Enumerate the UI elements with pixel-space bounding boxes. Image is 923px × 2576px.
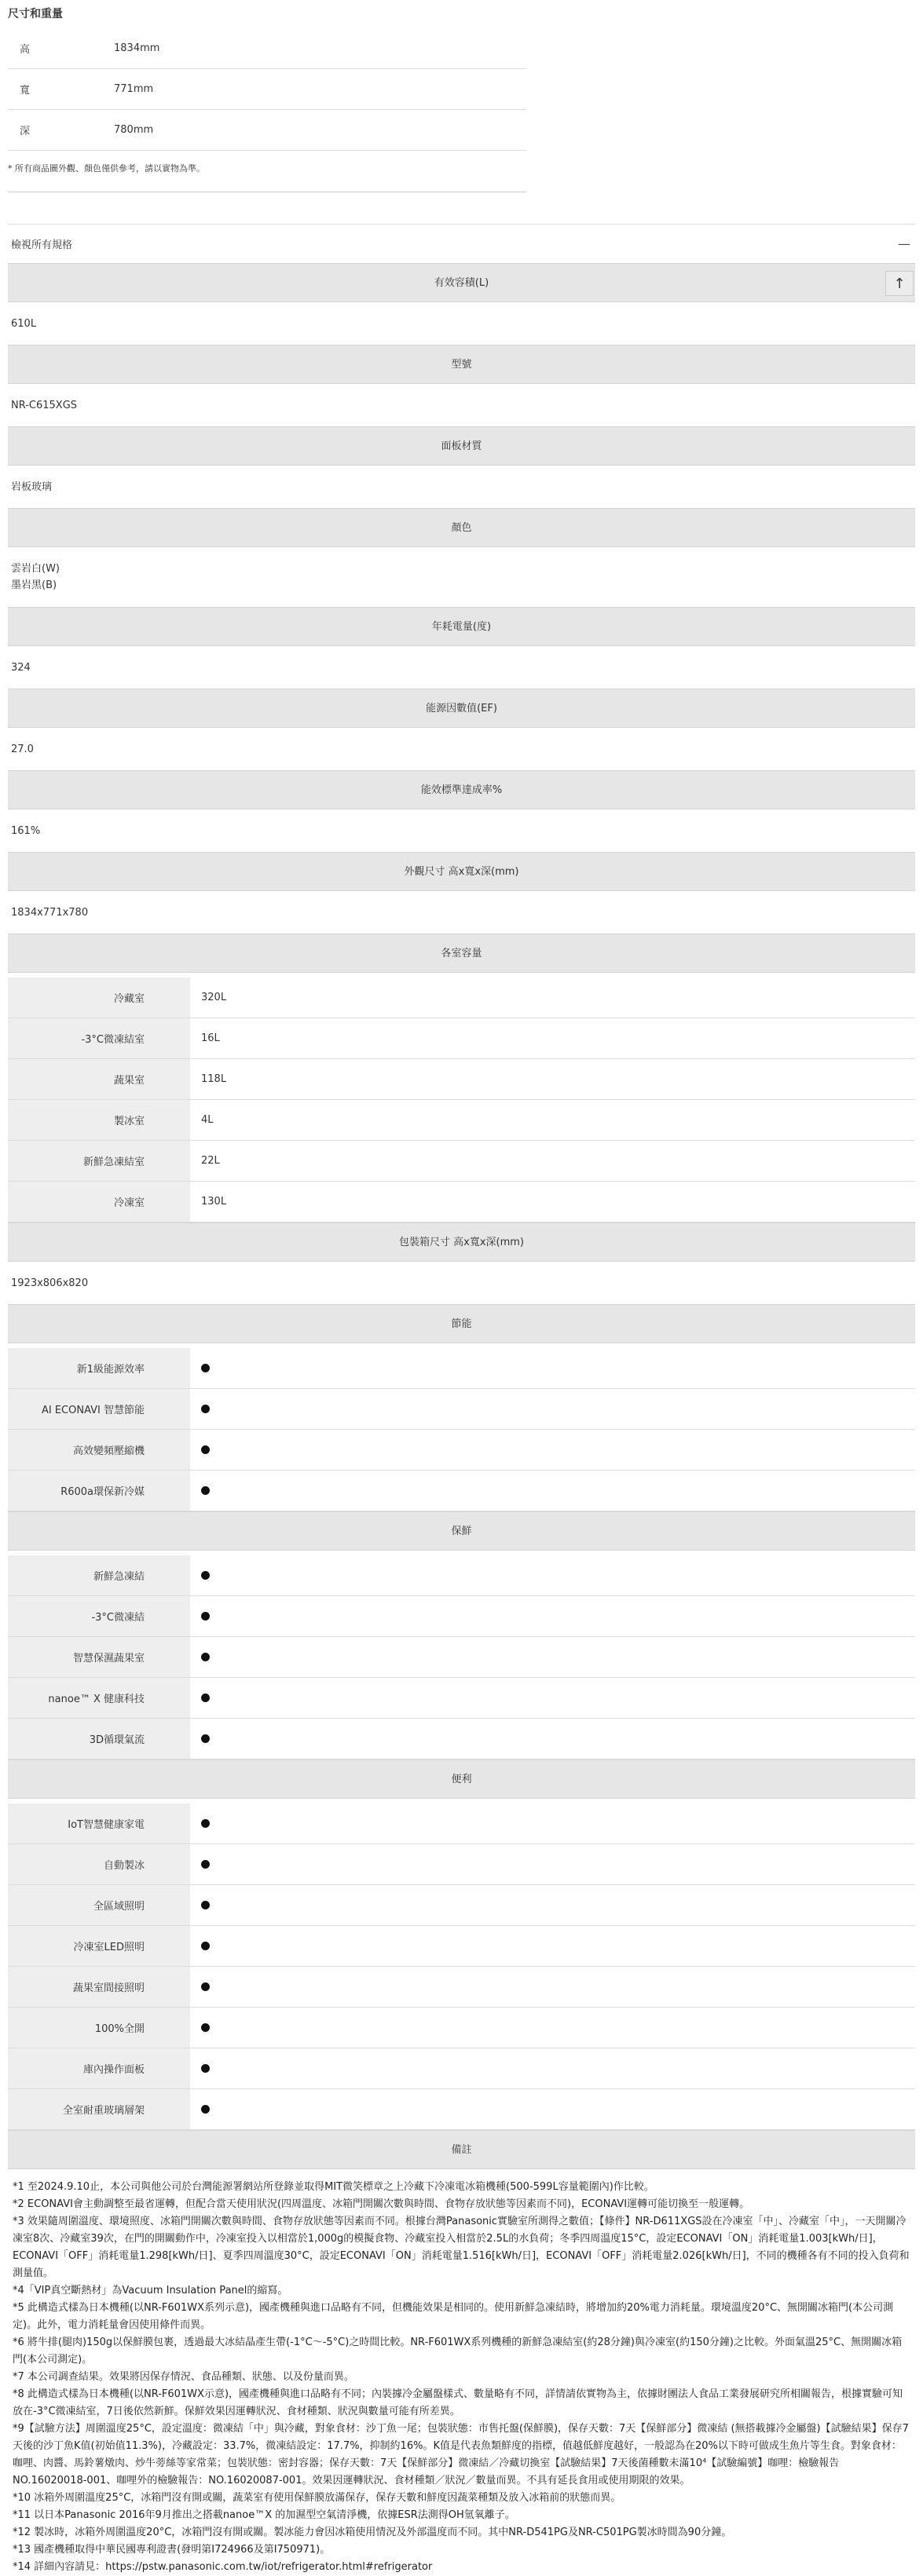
dimension-value: 771mm [114, 83, 154, 95]
row-label: -3°C微凍結室 [8, 1018, 190, 1058]
section-header-preservation [8, 1511, 915, 1551]
ef-value: 27.0 [11, 743, 34, 755]
feature-dot-icon [201, 2023, 210, 2032]
dimensions-disclaimer: * 所有商品圖外觀、顏色僅供參考，請以實物為準。 [8, 163, 205, 174]
section-header-label: 節能 [451, 1318, 472, 1330]
table-row [8, 1967, 915, 2008]
table-row [8, 1100, 915, 1141]
table-row [8, 2008, 915, 2048]
row-label: 新鮮急凍結 [8, 1555, 190, 1595]
remark-line: *1 至2024.9.10止，本公司與他公司於台灣能源署網站所登錄並取得MIT微笑標章之上冷藏下冷凍電冰箱機種(500-599L容量範圍內)作比較。 [13, 2181, 654, 2193]
row-value: 130L [201, 1196, 227, 1208]
dimension-row-height [8, 28, 526, 69]
row-label: 庫內操作面板 [8, 2048, 190, 2088]
section-value [8, 466, 915, 508]
feature-dot-icon [201, 1942, 210, 1950]
table-row [8, 1678, 915, 1719]
row-label: 100%全開 [8, 2008, 190, 2048]
section-value [8, 384, 915, 426]
dimensions-title: 尺寸和重量 [8, 8, 63, 20]
dimension-row-depth [8, 110, 526, 151]
remark-line: *13 國產機種取得中華民國專利證書(發明第I724966及第I750971)。 [13, 2544, 331, 2556]
row-label: 全區域照明 [8, 1885, 190, 1925]
remark-line: *9【試驗方法】周圍溫度25°C，設定溫度：微凍結「中」與冷藏，對象食材：沙丁魚一尾；包裝狀態：市售托盤(保鮮膜)，保存天數：7天【保鮮部分】微凍結 (無搭載據冷金屬盤)【試驗結果】保存7天後的沙丁魚K值(初始值11.3%)，冷藏設定：33.7%，微凍結設定：17.7%，抑制約16%。K值是代表魚類鮮度的指標，值越低鮮度越好，一般認為在20%以下時可做成生魚片等生食。對象食材：咖哩、肉醬、馬鈴薯燉肉、炒牛蒡絲等家常菜；包裝狀態：密封容器；保存天數：7天【保鮮部分】微凍結／冷藏切換室【試驗結果】7天後菌種數未滿10⁴【試驗編號】咖哩：檢驗報告NO.16020018-001、咖哩外的檢驗報告：NO.16020087-001。效果因運轉狀況、食材種類／狀況／數量而異。不具有延長食用或使用期限的效果。 [13, 2423, 909, 2486]
table-row [8, 1637, 915, 1678]
table-row [8, 1803, 915, 1844]
table-row [8, 1719, 915, 1759]
row-label: -3°C微凍結 [8, 1596, 190, 1636]
panel-value: 岩板玻璃 [11, 480, 53, 493]
table-row [8, 1182, 915, 1222]
table-row [8, 2048, 915, 2089]
feature-dot-icon [201, 2105, 210, 2114]
section-header-label: 型號 [451, 359, 472, 371]
table-row [8, 1430, 915, 1471]
section-value [8, 809, 915, 852]
section-header-label: 便利 [451, 1774, 472, 1785]
section-value [8, 891, 915, 934]
table-row [8, 1926, 915, 1967]
feature-dot-icon [201, 1405, 210, 1413]
remark-line: *6 將牛排(腿肉)150g以保鮮膜包裹，透過最大冰結晶產生帶(-1°C〜-5°C)之時間比較。NR-F601WX系列機種的新鮮急凍結室(約28分鐘)與冷凍室(約150分鐘)之比較。外面氣溫25°C、無開關冰箱門(本公司測定)。 [13, 2337, 903, 2366]
exterior-size-value: 1834x771x780 [11, 906, 89, 919]
section-header-annual-power [8, 607, 915, 646]
section-header-label: 面板材質 [441, 440, 482, 452]
row-label: 冷凍室LED照明 [8, 1926, 190, 1966]
section-header-label: 能源因數值(EF) [426, 703, 497, 714]
dimension-label: 深 [20, 126, 31, 137]
table-row [8, 1844, 915, 1885]
section-value [8, 728, 915, 770]
feature-dot-icon [201, 1445, 210, 1454]
section-header-compartments [8, 934, 915, 973]
section-value [8, 302, 915, 345]
feature-dot-icon [201, 1901, 210, 1909]
color-value: 雲岩白(W) [11, 563, 60, 575]
feature-dot-icon [201, 1486, 210, 1495]
table-row [8, 1389, 915, 1430]
annual-power-value: 324 [11, 661, 31, 674]
section-header-package-size [8, 1222, 915, 1262]
section-header-ef [8, 689, 915, 728]
row-label: 蔬果室間接照明 [8, 1967, 190, 2007]
capacity-value: 610L [11, 317, 37, 330]
row-label: 3D循環氣流 [8, 1719, 190, 1759]
table-row [8, 1348, 915, 1389]
remark-line: *7 本公司調查結果。效果將因保存情況、食品種類、狀態、以及份量而異。 [13, 2371, 354, 2383]
section-header-label: 保鮮 [451, 1526, 472, 1537]
dimension-value: 780mm [114, 124, 154, 136]
row-label: 冷藏室 [8, 977, 190, 1018]
section-header-label: 備註 [451, 2144, 472, 2156]
table-row [8, 1141, 915, 1182]
dimension-row-width [8, 69, 526, 110]
remark-line: *12 製冰時，冰箱外周圍溫度20°C，冰箱門沒有開或關。製冰能力會因冰箱使用情況及外部溫度而不同。其中NR-D541PG及NR-C501PG製冰時間為90分鐘。 [13, 2527, 732, 2538]
row-label: 冷凍室 [8, 1182, 190, 1222]
row-label: 全室耐重玻璃層架 [8, 2089, 190, 2129]
section-header-energy-saving [8, 1304, 915, 1343]
section-header-label: 外觀尺寸 高x寬x深(mm) [404, 866, 519, 878]
table-row [8, 1555, 915, 1596]
feature-dot-icon [201, 1694, 210, 1702]
all-specs-toggle[interactable] [8, 224, 915, 263]
remark-line: *8 此構造式樣為日本機種(以NR-F601WX示意)，國產機種與進口品略有不同；內裝據冷金屬盤樣式、數量略有不同，詳情請依實物為主，依據財團法人食品工業發展研究所相關報告，根據實驗可知放在-3°C微凍結室，7日後依然新鮮。保鮮效果因運轉狀況、食材種類、狀況與數量可能有所差異。 [13, 2388, 903, 2417]
dimension-value: 1834mm [114, 42, 160, 54]
row-value: 16L [201, 1032, 220, 1044]
section-value [8, 646, 915, 689]
row-value: 4L [201, 1114, 214, 1126]
row-label: 高效變頻壓縮機 [8, 1430, 190, 1470]
row-value: 320L [201, 992, 227, 1003]
feature-dot-icon [201, 1364, 210, 1372]
section-header-model [8, 345, 915, 384]
row-label: 自動製冰 [8, 1844, 190, 1884]
table-row [8, 977, 915, 1018]
package-size-value: 1923x806x820 [11, 1277, 89, 1289]
row-label: R600a環保新冷媒 [8, 1471, 190, 1511]
section-value [8, 547, 915, 607]
section-header-label: 顏色 [451, 522, 472, 534]
section-header-label: 各室容量 [441, 948, 482, 959]
table-row [8, 1059, 915, 1100]
all-specs-label: 檢視所有規格 [11, 239, 73, 251]
feature-dot-icon [201, 1819, 210, 1828]
row-label: 新鮮急凍結室 [8, 1141, 190, 1181]
back-to-top-button[interactable] [885, 271, 914, 296]
dimension-label: 寬 [20, 85, 31, 97]
remark-line: *2 ECONAVI會主動調整至最省運轉，但配合當天使用狀況(四周溫度、冰箱門開關次數與時間、食物存放狀態等因素而不同)，ECONAVI運轉可能切換至一般運轉。 [13, 2198, 750, 2210]
feature-dot-icon [201, 1734, 210, 1743]
feature-dot-icon [201, 1982, 210, 1991]
section-value [8, 1262, 915, 1304]
feature-dot-icon [201, 1571, 210, 1580]
dimensions-table [8, 28, 526, 151]
row-label: 蔬果室 [8, 1059, 190, 1099]
table-row [8, 1471, 915, 1511]
color-value: 墨岩黑(B) [11, 579, 57, 591]
remark-line: *10 冰箱外周圍溫度25°C，冰箱門沒有開或關，蔬菜室有使用保鮮膜放滿保存，保存天數和鮮度因蔬菜種類及放入冰箱前的狀態而異。 [13, 2492, 621, 2504]
remark-line: *5 此構造式樣為日本機種(以NR-F601WX系列示意)，國產機種與進口品略有不同，但機能效果是相同的。使用新鮮急凍結時，將增加約20%電力消耗量。環境溫度20°C、無開關冰箱門(本公司測定)。此外，電力消耗量會因使用條件而異。 [13, 2302, 894, 2331]
section-header-efficiency [8, 770, 915, 809]
arrow-up-icon: ↑ [893, 276, 906, 292]
remark-line: *4「VIP真空斷熱材」為Vacuum Insulation Panel的縮寫。 [13, 2285, 288, 2296]
section-header-exterior-size [8, 852, 915, 891]
model-value: NR-C615XGS [11, 399, 78, 411]
row-label: 製冰室 [8, 1100, 190, 1140]
row-label: AI ECONAVI 智慧節能 [8, 1389, 190, 1429]
section-header-remarks [8, 2130, 915, 2169]
feature-dot-icon [201, 1860, 210, 1869]
table-row [8, 1885, 915, 1926]
section-header-color [8, 508, 915, 547]
section-header-capacity [8, 263, 915, 302]
dimension-label: 高 [20, 44, 31, 56]
section-header-label: 年耗電量(度) [431, 621, 492, 633]
table-row [8, 2089, 915, 2130]
section-header-convenience [8, 1759, 915, 1799]
feature-dot-icon [201, 2064, 210, 2073]
row-label: 智慧保濕蔬果室 [8, 1637, 190, 1677]
section-header-label: 包裝箱尺寸 高x寬x深(mm) [399, 1237, 524, 1248]
table-row [8, 1596, 915, 1637]
remark-line: *11 以日本Panasonic 2016年9月推出之搭載nanoe™X 的加濕型空氣清淨機，依據ESR法測得OH氫氧離子。 [13, 2509, 515, 2521]
row-value: 118L [201, 1073, 227, 1085]
feature-dot-icon [201, 1612, 210, 1621]
efficiency-value: 161% [11, 824, 41, 837]
row-label: IoT智慧健康家電 [8, 1803, 190, 1843]
section-header-label: 有效容積(L) [434, 277, 489, 289]
row-label: nanoe™ X 健康科技 [8, 1678, 190, 1718]
section-header-label: 能效標準達成率% [420, 784, 503, 796]
remark-link-line[interactable]: *14 詳細內容請見：https://pstw.panasonic.com.tw/iot/refrigerator.html#refrigerator [13, 2561, 433, 2573]
collapse-icon[interactable]: — [898, 236, 910, 251]
row-label: 新1級能源效率 [8, 1348, 190, 1388]
remarks-notes [8, 2169, 915, 2576]
section-header-panel [8, 426, 915, 466]
remark-line: *3 效果隨周圍溫度、環境照度、冰箱門開關次數與時間、食物存放狀態等因素而不同。根據台灣Panasonic實驗室所測得之數值；【條件】NR-D611XGS設在冷凍室「中」、冷藏室「中」，一天開關冷凍室8次、冷藏室39次，在門的開關動作中，冷凍室投入以相當於1,000g的模擬食物、冷藏室投入相當於2.5L的水負荷；冬季四周溫度15°C，設定ECONAVI「ON」消耗電量1.003[kWh/日]，ECONAVI「OFF」消耗電量1.298[kWh/日]、夏季四周溫度30°C，設定ECONAVI「ON」消耗電量1.516[kWh/日]，ECONAVI「OFF」消耗電量2.026[kWh/日]，不同的機種各有不同的投入負荷和測量值。 [13, 2216, 910, 2279]
feature-dot-icon [201, 1653, 210, 1661]
row-value: 22L [201, 1155, 220, 1167]
table-row [8, 1018, 915, 1059]
